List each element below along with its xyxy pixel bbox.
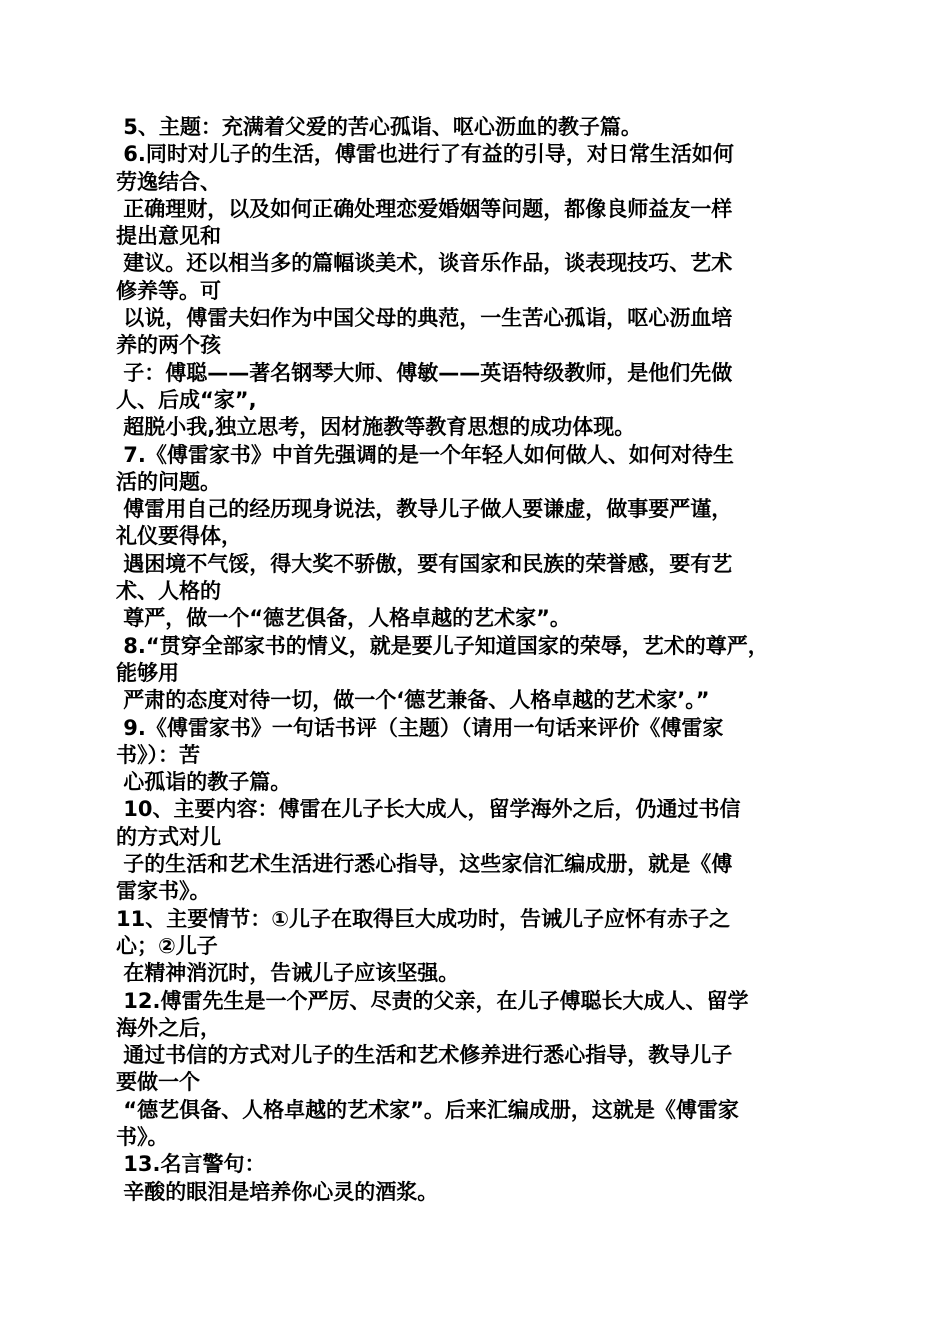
text-line: 辛酸的眼泪是培养你心灵的酒浆。 xyxy=(116,1179,439,1204)
text-line: 建议。还以相当多的篇幅谈美术，谈音乐作品，谈表现技巧、艺术 xyxy=(116,251,733,276)
text-line: 正确理财，以及如何正确处理恋爱婚姻等问题，都像良师益友一样 xyxy=(116,196,733,221)
text-line: 尊严，做一个“德艺俱备，人格卓越的艺术家”。 xyxy=(116,606,571,631)
text-line: 傅雷用自己的经历现身说法，教导儿子做人要谦虚，做事要严谨， xyxy=(116,497,733,522)
text-line: 能够用 xyxy=(116,660,179,685)
text-line: 超脱小我,独立思考，因材施教等教育思想的成功体现。 xyxy=(116,415,636,440)
text-line: 11、主要情节：①儿子在取得巨大成功时，告诫儿子应怀有赤子之 xyxy=(116,906,731,931)
text-line: 通过书信的方式对儿子的生活和艺术修养进行悉心指导，教导儿子 xyxy=(116,1043,733,1068)
text-line: 5、主题：充满着父爱的苦心孤诣、呕心沥血的教子篇。 xyxy=(116,115,642,139)
text-line: 10、主要内容：傅雷在儿子长大成人，留学海外之后，仍通过书信 xyxy=(116,797,741,822)
text-line: 13.名言警句： xyxy=(116,1152,266,1177)
text-line: 在精神消沉时，告诫儿子应该坚强。 xyxy=(116,961,460,986)
text-line: 心；②儿子 xyxy=(116,933,218,958)
text-line: 雷家书》。 xyxy=(116,879,211,904)
text-line: 劳逸结合、 xyxy=(116,169,221,194)
text-line: 严肃的态度对待一切，做一个‘德艺兼备、人格卓越的艺术家’。” xyxy=(116,688,710,713)
text-line: 9.《傅雷家书》一句话书评（主题）（请用一句话来评价《傅雷家 xyxy=(116,715,724,740)
text-line: 要做一个 xyxy=(116,1070,200,1095)
text-line: 礼仪要得体， xyxy=(116,524,242,549)
text-line: 以说，傅雷夫妇作为中国父母的典范，一生苦心孤诣，呕心沥血培 xyxy=(116,306,733,331)
text-line: 心孤诣的教子篇。 xyxy=(116,770,292,795)
text-line: 的方式对儿 xyxy=(116,824,221,849)
text-line: 8.“贯穿全部家书的情义，就是要儿子知道国家的荣辱，艺术的尊严， xyxy=(116,633,769,658)
text-line: 7.《傅雷家书》中首先强调的是一个年轻人如何做人、如何对待生 xyxy=(116,442,734,467)
text-line: 子的生活和艺术生活进行悉心指导，这些家信汇编成册，就是《傅 xyxy=(116,852,733,877)
text-line: “德艺俱备、人格卓越的艺术家”。后来汇编成册，这就是《傅雷家 xyxy=(116,1097,739,1122)
text-line: 人、后成“家”, xyxy=(116,387,257,412)
text-line: 6.同时对儿子的生活，傅雷也进行了有益的引导，对日常生活如何 xyxy=(116,142,734,167)
text-line: 术、人格的 xyxy=(116,579,221,604)
text-line: 书》。 xyxy=(116,1124,169,1149)
document-page xyxy=(116,114,836,1206)
text-line: 养的两个孩 xyxy=(116,333,221,358)
text-line: 提出意见和 xyxy=(116,224,221,249)
text-line: 子：傅聪——著名钢琴大师、傅敏——英语特级教师，是他们先做 xyxy=(116,360,733,385)
text-line: 书》）：苦 xyxy=(116,742,200,767)
text-line: 遇困境不气馁，得大奖不骄傲，要有国家和民族的荣誉感，要有艺 xyxy=(116,551,733,576)
text-line: 海外之后， xyxy=(116,1015,221,1040)
text-line: 12.傅雷先生是一个严厉、尽责的父亲，在儿子傅聪长大成人、留学 xyxy=(116,988,749,1013)
text-line: 活的问题。 xyxy=(116,469,221,494)
text-line: 修养等。可 xyxy=(116,278,221,303)
